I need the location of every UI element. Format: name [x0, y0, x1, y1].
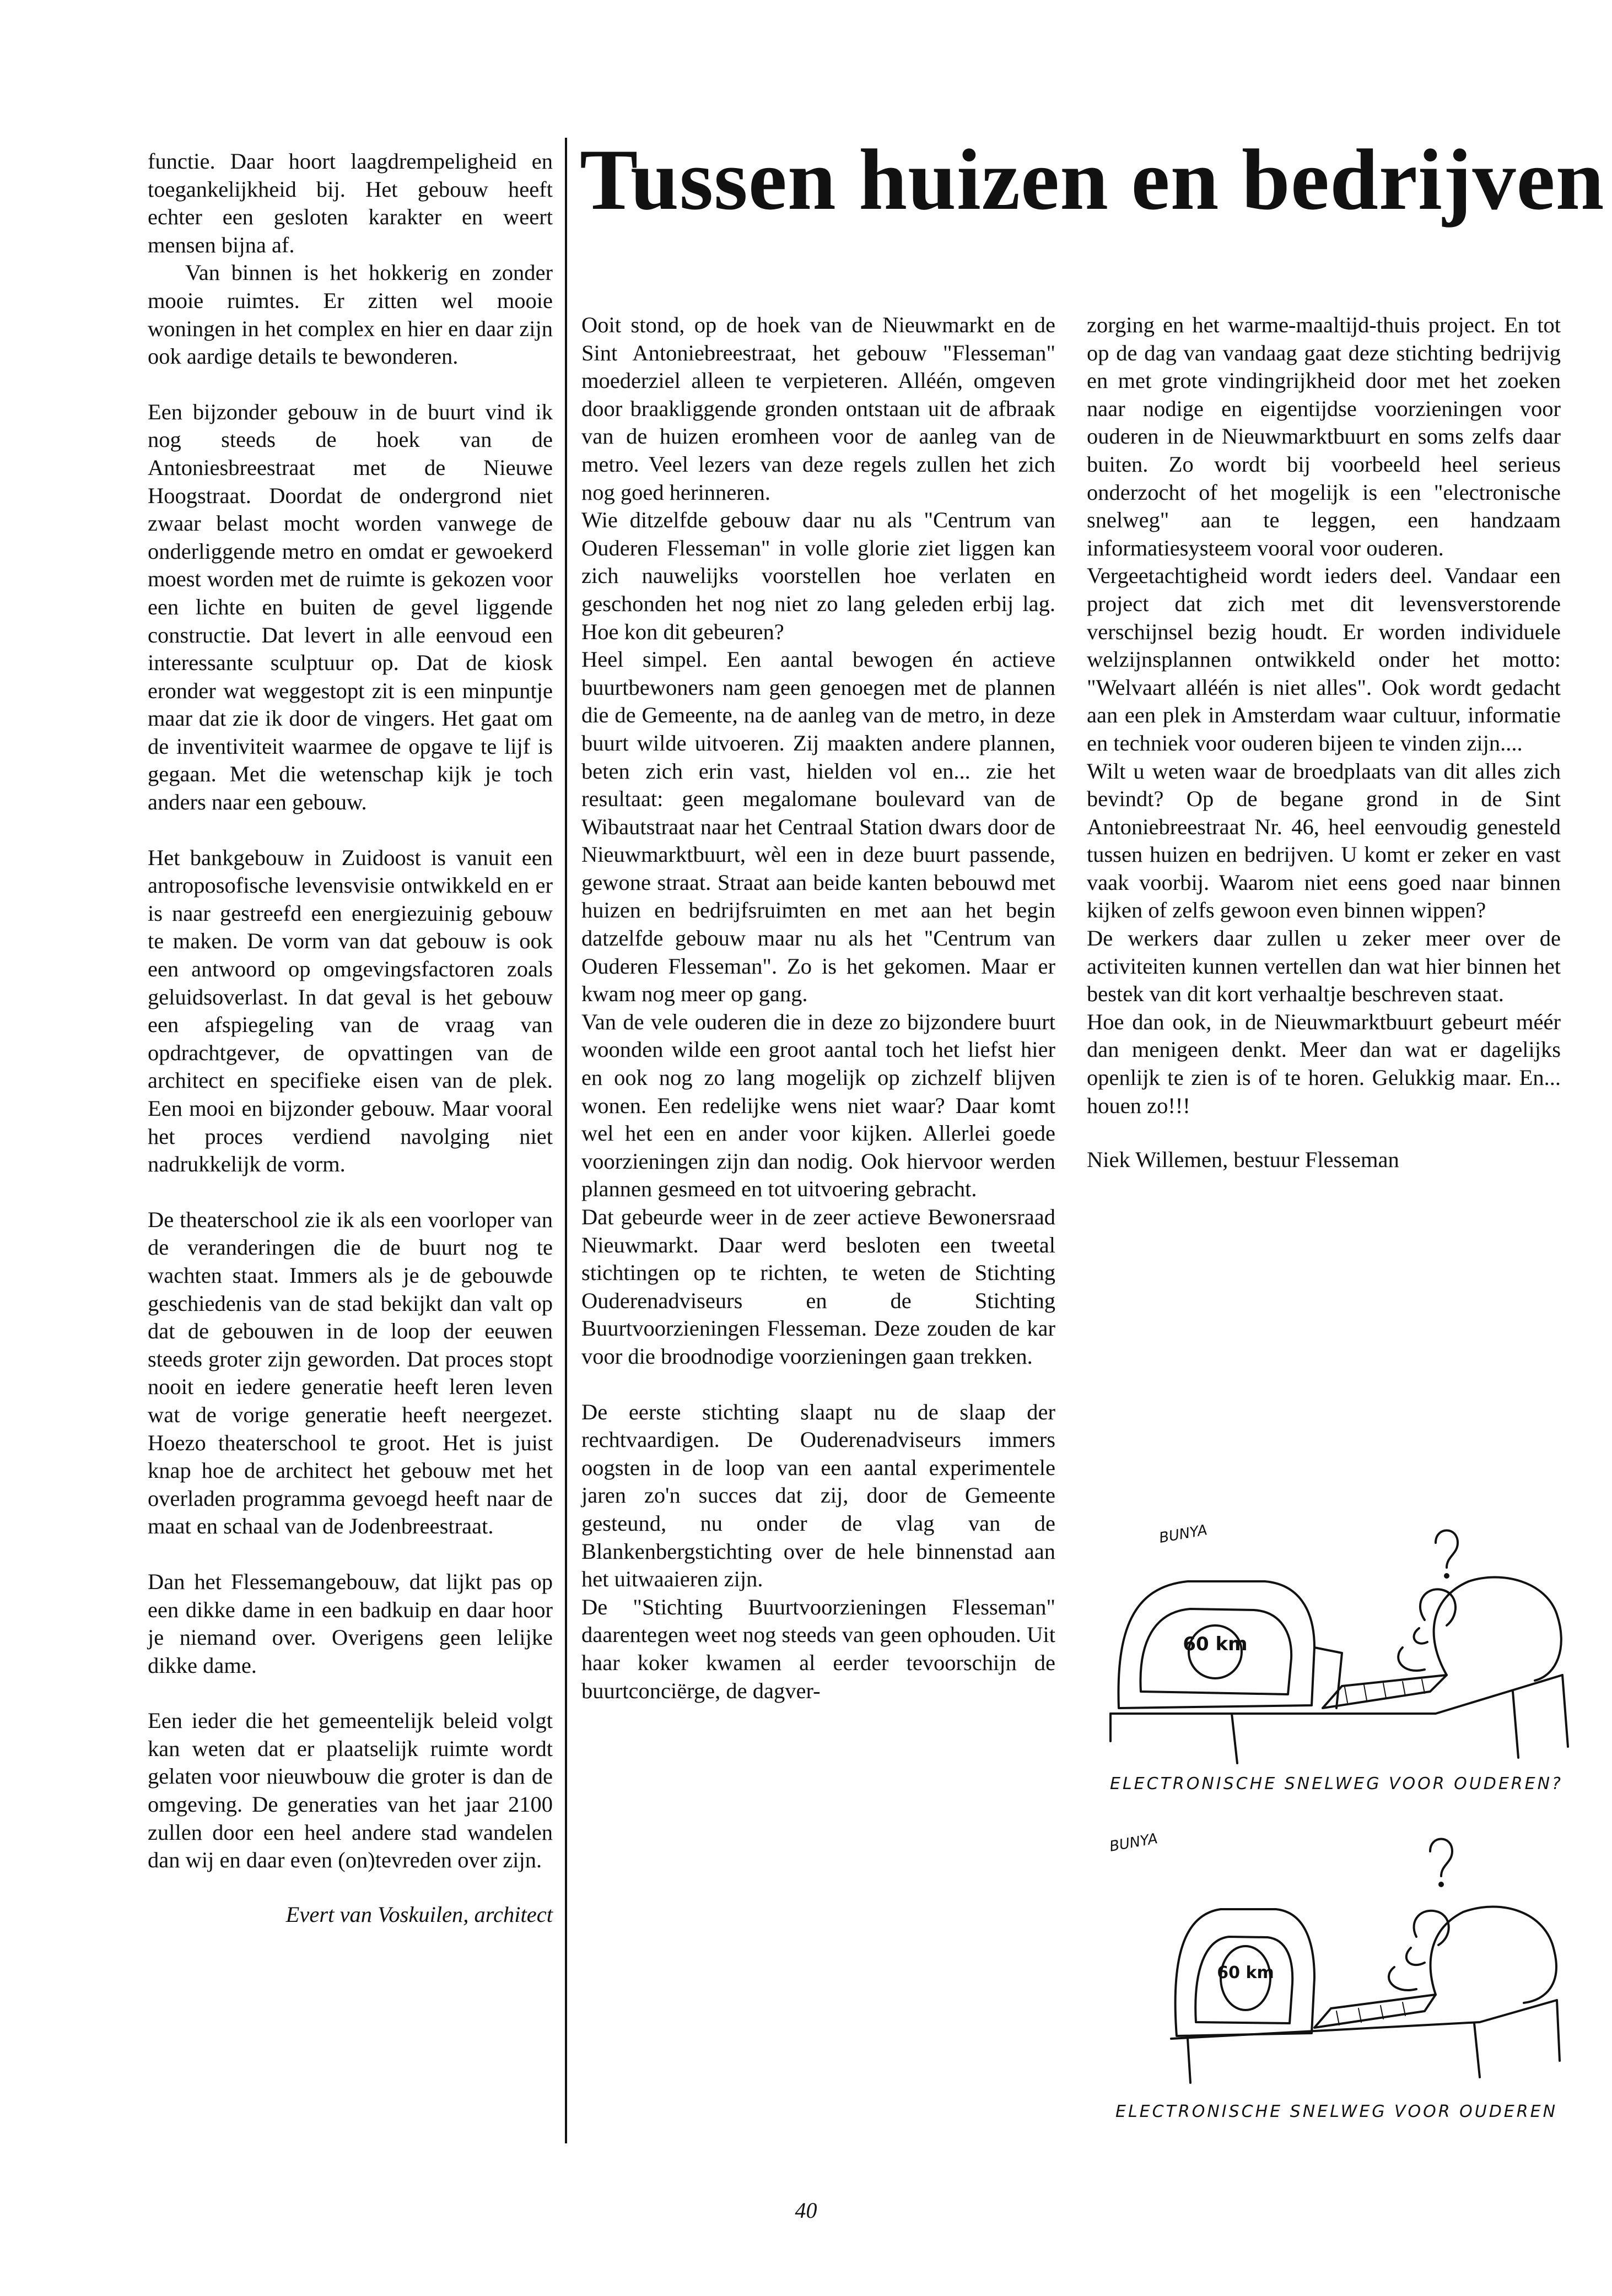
left-paragraph-2: Van binnen is het hokkerig en zonder mooie ruimtes. Er zitten wel mooie woningen in het complex en hier en daar zijn ook aardige details te bewonderen.: [148, 260, 553, 369]
left-column: [148, 148, 553, 1928]
middle-paragraph-4: Van de vele ouderen die in deze zo bijzondere buurt woonden wilde een groot aantal toch het liefst hier en ook nog zo lang mogelijk op zichzelf blijven wonen. Een redelijke wens niet waar? Daar komt wel het een en ander voor kijken. Allerlei goede voorzieningen zijn dan nodig. Ook hiervoor werden plannen gesmeed en tot uitvoering gebracht.: [581, 1009, 1055, 1202]
column-divider: [565, 138, 567, 2143]
middle-paragraph-6: De eerste stichting slaapt nu de slaap der rechtvaardigen. De Ouderenadviseurs immers oogsten in de loop van een aantal experimentele jaren zo'n succes dat zij, door de Gemeente gesteund, nu onder de vlag van de Blankenbergstichting over de hele binnenstad aan het uitwaaieren zijn.: [581, 1399, 1055, 1592]
middle-paragraph-7: De "Stichting Buurtvoorzieningen Flesseman" daarentegen weet nog steeds van geen ophouden. Uit haar koker kwamen al eerder tevoorschijn de buurtconciërge, de dagver-: [581, 1594, 1055, 1703]
cartoon-caption-1: ELECTRONISCHE SNELWEG VOOR OUDEREN?: [1110, 1774, 1563, 1793]
cartoon-electronic-highway-1: [1094, 1510, 1579, 1796]
artist-signature-2: BUNYA: [1108, 1830, 1159, 1855]
page-number: 40: [795, 2198, 817, 2223]
right-column: [1087, 311, 1561, 1174]
left-paragraph-5: De theaterschool zie ik als een voorloper van de veranderingen die de buurt nog te wachten staat. Immers als je de gebouwde geschiedenis van de stad bekijkt dan valt op dat de gebouwen in de loop der eeuwen steeds groter zijn geworden. Dat proces stopt nooit en iedere generatie heeft leren leven wat de vorige generatie heeft neergezet. Hoezo theaterschool te groot. Het is juist knap hoe de architect het gebouw met het overladen programma gevoegd heeft naar de maat en schaal van de Jodenbreestraat.: [148, 1207, 553, 1539]
left-signature: Evert van Voskuilen, architect: [285, 1901, 553, 1927]
artist-signature-1: BUNYA: [1158, 1522, 1209, 1547]
left-paragraph-4: Het bankgebouw in Zuidoost is vanuit een antroposofische levensvisie ontwikkeld en er is naar gestreefd een energiezuinig gebouw te maken. De vorm van dat gebouw is ook een antwoord op omgevingsfactoren zoals geluidsoverlast. In dat geval is het gebouw een afspiegeling van de vraag van opdrachtgever, de opvattingen van de architect en specifieke eisen van de plek. Een mooi en bijzonder gebouw. Maar vooral het proces verdiend navolging niet nadrukkelijk de vorm.: [148, 845, 553, 1177]
middle-paragraph-3: Heel simpel. Een aantal bewogen én actieve buurtbewoners nam geen genoegen met de plannen die de Gemeente, na de aanleg van de metro, in deze buurt wilde uitvoeren. Zij maakten andere plannen, beten zich erin vast, hielden vol en... zie het resultaat: geen megalomane boulevard van de Wibautstraat naar het Centraal Station dwars door de Nieuwmarktbuurt, wèl een in deze buurt passende, gewone straat. Straat aan beide kanten bebouwd met huizen en bedrijfsruimten en met aan het begin datzelfde gebouw maar nu als het "Centrum van Ouderen Flesseman". Zo is het gekomen. Maar er kwam nog meer op gang.: [581, 647, 1055, 1007]
right-paragraph-2: Vergeetachtigheid wordt ieders deel. Vandaar een project dat zich met dit levensverstorende verschijnsel bezig houdt. Er worden individuele welzijnsplannen ontwikkeld onder het motto: "Welvaart alléén is niet alles". Ook wordt gedacht aan een plek in Amsterdam waar cultuur, informatie en techniek voor ouderen bijeen te vinden zijn....: [1087, 563, 1561, 755]
left-paragraph-7: Een ieder die het gemeentelijk beleid volgt kan weten dat er plaatselijk ruimte wordt gelaten voor nieuwbouw die groter is dan de omgeving. De generaties van het jaar 2100 zullen door een heel andere stad wandelen dan wij en daar even (on)tevreden over zijn.: [148, 1708, 553, 1873]
left-paragraph-3: Een bijzonder gebouw in de buurt vind ik nog steeds de hoek van de Antoniesbreestraat met de Nieuwe Hoogstraat. Doordat de ondergrond niet zwaar belast mocht worden vanwege de onderliggende metro en omdat er gewoekerd moest worden met de ruimte is gekozen voor een lichte en buiten de gevel liggende constructie. Dat levert in alle eenvoud een interessante sculptuur op. Dat de kiosk eronder wat weggestopt zit is een minpuntje maar dat zie ik door de vingers. Het gaat om de inventiviteit waarmee de opgave te lijf is gegaan. Met die wetenschap kijk je toch anders naar een gebouw.: [148, 399, 553, 815]
right-paragraph-3: Wilt u weten waar de broedplaats van dit alles zich bevindt? Op de begane grond in de Sint Antoniebreestraat Nr. 46, heel eenvoudig genesteld tussen huizen en bedrijven. U komt er zeker en vast vaak voorbij. Waarom niet eens goed naar binnen kijken of zelfs gewoon even binnen wippen?: [1087, 758, 1561, 923]
question-dot-1: [1444, 1573, 1449, 1579]
right-signature: Niek Willemen, bestuur Flesseman: [1087, 1147, 1399, 1173]
right-paragraph-5: Hoe dan ook, in de Nieuwmarktbuurt gebeurt méér dan menigeen denkt. Meer dan wat er dagelijks openlijk te zien is of te horen. Gelukkig maar. En... houen zo!!!: [1087, 1009, 1561, 1118]
right-paragraph-4: De werkers daar zullen u zeker meer over de activiteiten kunnen vertellen dan wat hier binnen het bestek van dit kort verhaaltje beschreven staat.: [1087, 926, 1561, 1007]
middle-paragraph-5: Dat gebeurde weer in de zeer actieve Bewonersraad Nieuwmarkt. Daar werd besloten een tweetal stichtingen op te richten, te weten de Stichting Ouderenadviseurs en de Stichting Buurtvoorzieningen Flesseman. Deze zouden de kar voor die broodnodige voorzieningen gaan trekken.: [581, 1204, 1055, 1369]
left-paragraph-6: Dan het Flessemangebouw, dat lijkt pas op een dikke dame in een badkuip en daar hoor je niemand over. Overigens geen lelijke dikke dame.: [148, 1569, 553, 1678]
cartoon-electronic-highway-2: [1094, 1818, 1579, 2127]
right-paragraph-1: zorging en het warme-maaltijd-thuis project. En tot op de dag van vandaag gaat deze stichting bedrijvig en met grote vindingrijkheid door met het zoeken naar nodige en eigentijdse voorzieningen voor ouderen in de Nieuwmarktbuurt en soms zelfs daar buiten. Zo wordt bij voorbeeld heel serieus onderzocht of het mogelijk is een "electronische snelweg" aan te leggen, een handzaam informatiesysteem vooral voor ouderen.: [1087, 312, 1561, 560]
question-dot-2: [1438, 1882, 1444, 1887]
screen-text-1: 60 km: [1183, 1633, 1248, 1655]
cartoon-caption-2: ELECTRONISCHE SNELWEG VOOR OUDEREN: [1115, 2102, 1558, 2121]
cartoon-illustration-1: [1094, 1510, 1579, 1769]
middle-column: [581, 311, 1055, 1705]
middle-paragraph-2: Wie ditzelfde gebouw daar nu als "Centrum van Ouderen Flesseman" in volle glorie ziet liggen kan zich nauwelijks voorstellen hoe verlaten en geschonden het nog niet zo lang geleden erbij lag. Hoe kon dit gebeuren?: [581, 507, 1055, 644]
cartoon-illustration-2: [1094, 1818, 1579, 2094]
left-paragraph-1: functie. Daar hoort laagdrempeligheid en toegankelijkheid bij. Het gebouw heeft echter een gesloten karakter en weert mensen bijna af.: [148, 149, 553, 257]
middle-paragraph-1: Ooit stond, op de hoek van de Nieuwmarkt en de Sint Antoniebreestraat, het gebouw "Flesseman" moederziel alleen te verpieteren. Alléén, omgeven door braakliggende gronden ontstaan uit de afbraak van de huizen eromheen voor de aanleg van de metro. Veel lezers van deze regels zullen het zich nog goed herinneren.: [581, 312, 1055, 505]
screen-text-2: 60 km: [1217, 1963, 1274, 1982]
article-title: Tussen huizen en bedrijven: [580, 132, 1605, 228]
